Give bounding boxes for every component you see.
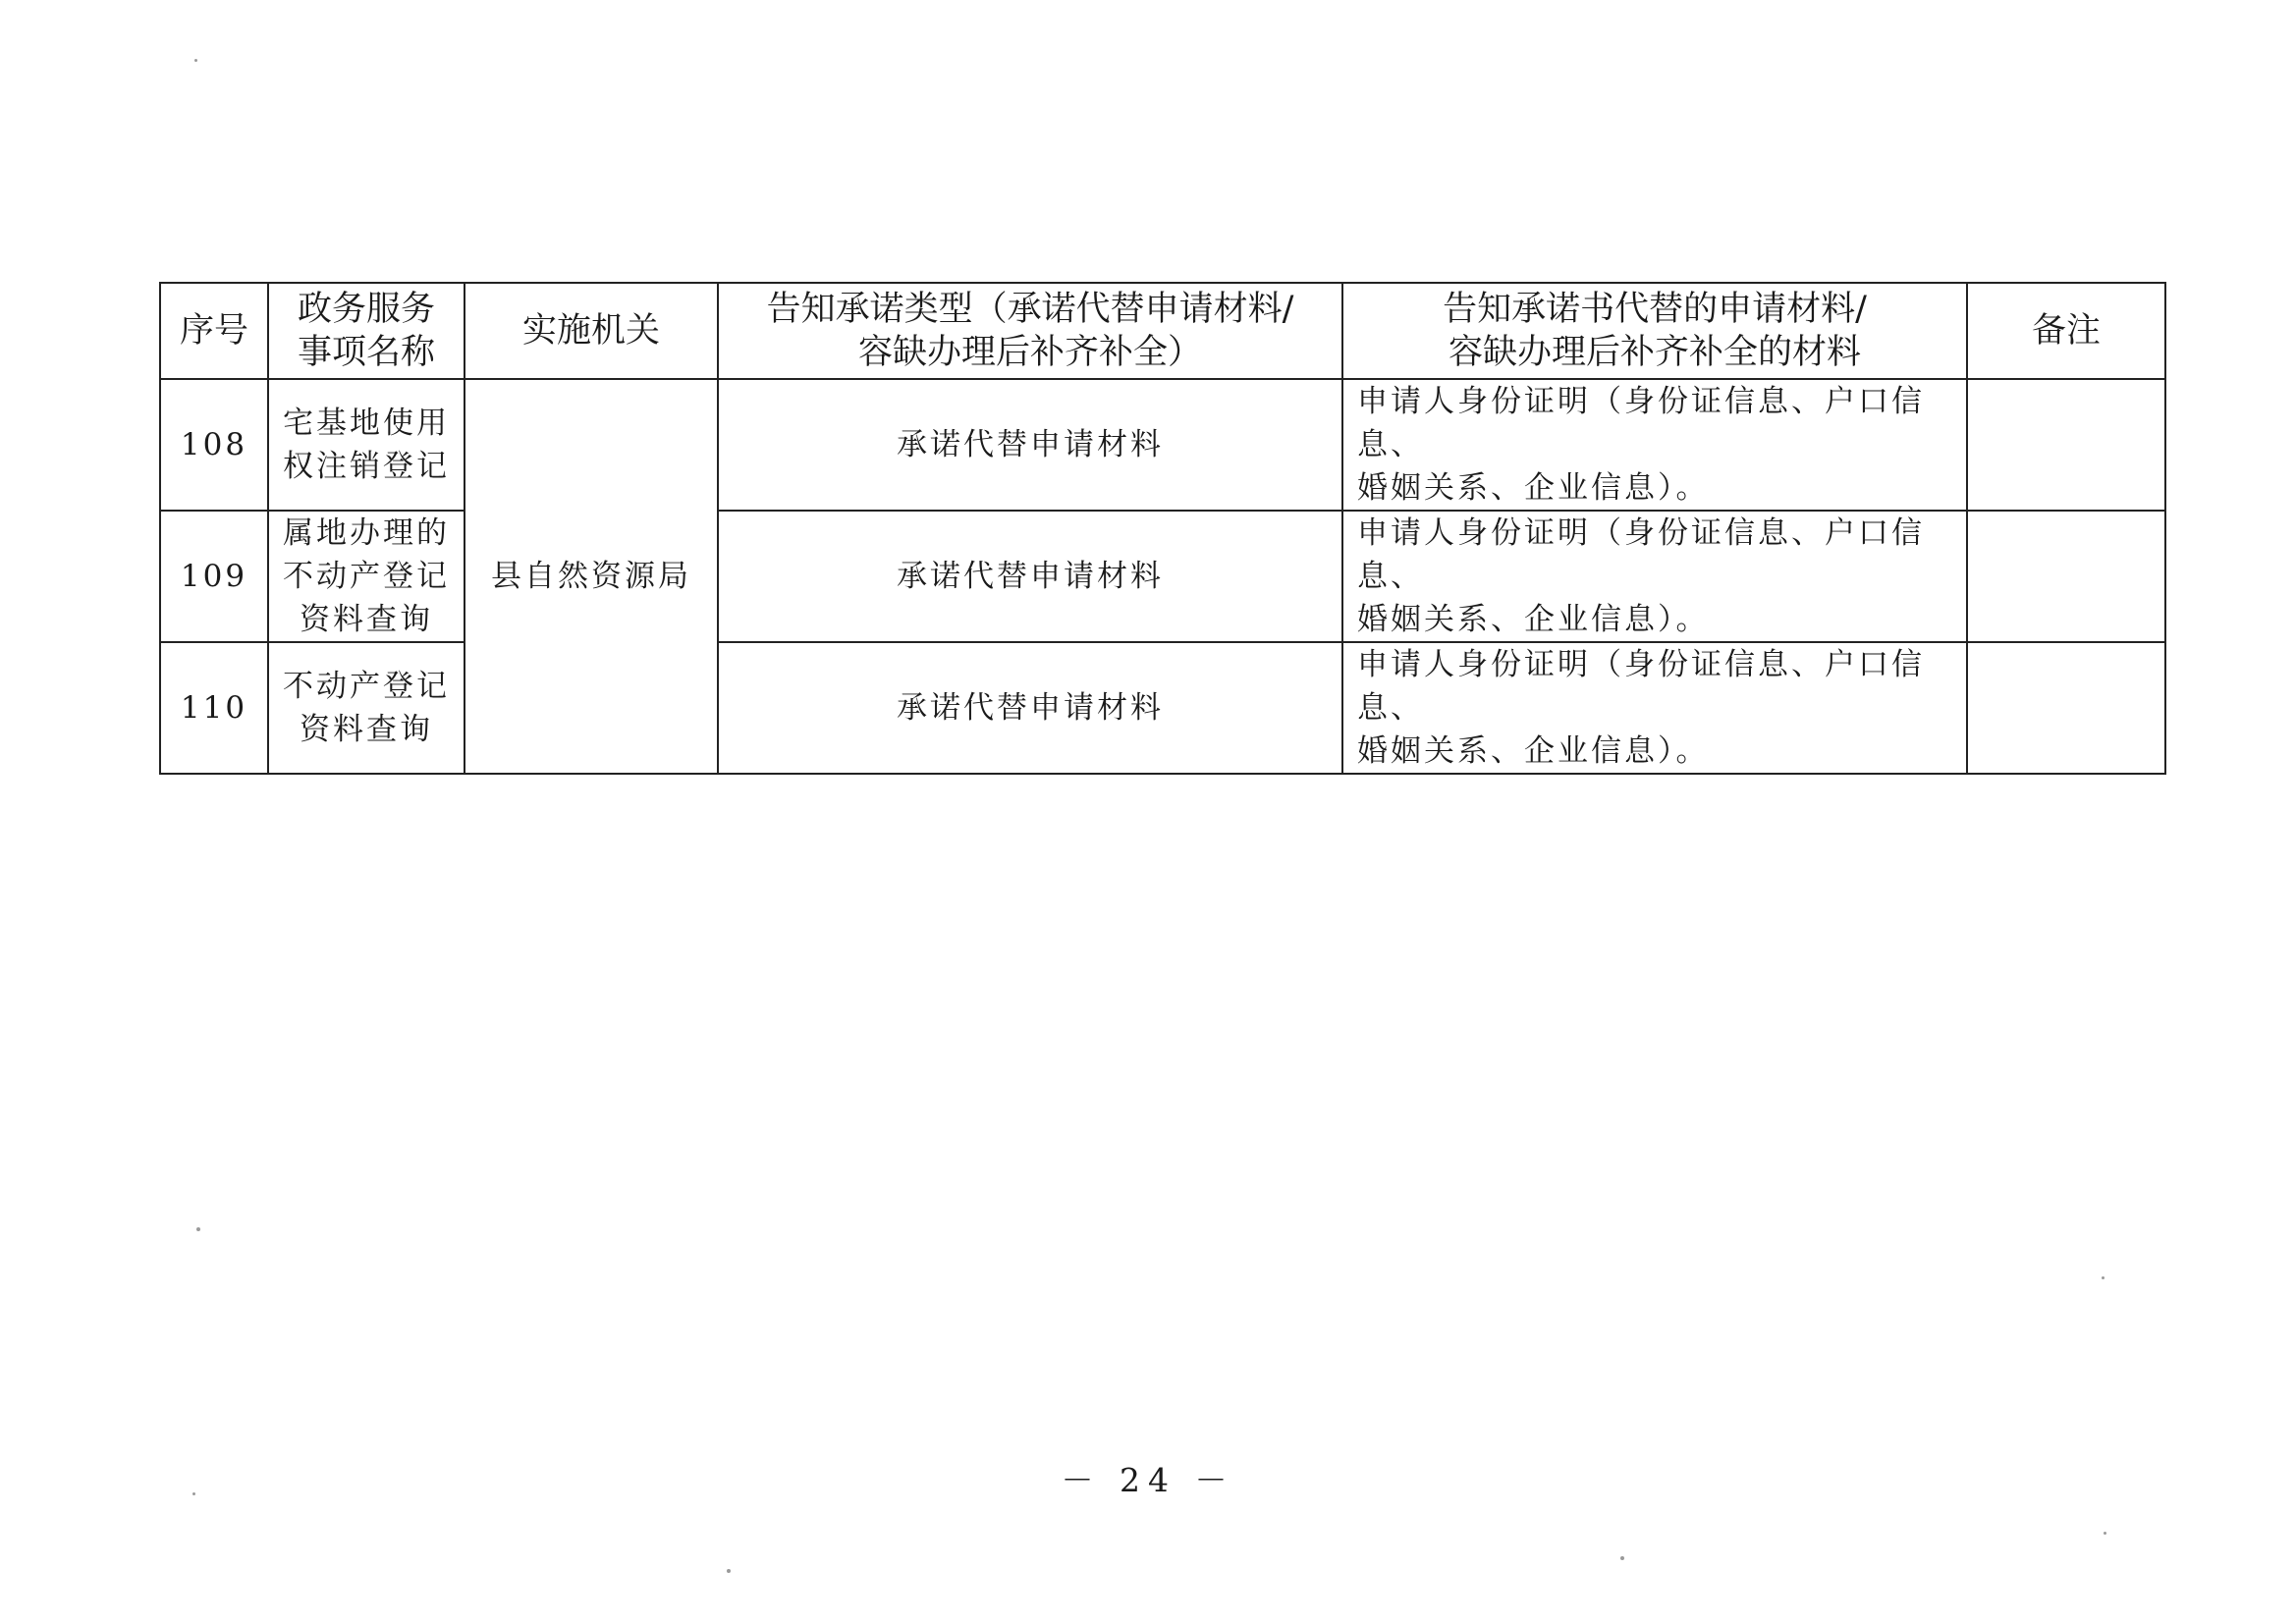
row-remarks <box>1967 379 2165 511</box>
row-serial-number: 110 <box>160 642 268 774</box>
scan-speck <box>1620 1556 1624 1560</box>
row-service-item: 宅基地使用 权注销登记 <box>268 379 465 511</box>
row-service-item: 不动产登记 资料查询 <box>268 642 465 774</box>
table-row <box>160 511 2165 642</box>
scan-speck <box>194 59 197 62</box>
row-materials: 申请人身份证明（身份证信息、户口信息、 婚姻关系、企业信息）。 <box>1342 379 1967 511</box>
table-row <box>160 379 2165 511</box>
scan-speck <box>196 1227 200 1231</box>
scan-speck <box>2104 1532 2106 1535</box>
row-materials: 申请人身份证明（身份证信息、户口信息、 婚姻关系、企业信息）。 <box>1342 511 1967 642</box>
scan-speck <box>2102 1276 2105 1279</box>
header-remarks: 备注 <box>1967 283 2165 379</box>
row-serial-number: 108 <box>160 379 268 511</box>
header-implementing-agency: 实施机关 <box>465 283 718 379</box>
row-remarks <box>1967 642 2165 774</box>
row-commitment-type: 承诺代替申请材料 <box>718 511 1342 642</box>
table-row <box>160 642 2165 774</box>
header-commitment-type: 告知承诺类型（承诺代替申请材料/ 容缺办理后补齐补全） <box>718 283 1342 379</box>
page-number: － 24 － <box>1061 1461 1235 1499</box>
header-replaced-materials: 告知承诺书代替的申请材料/ 容缺办理后补齐补全的材料 <box>1342 283 1967 379</box>
row-commitment-type: 承诺代替申请材料 <box>718 379 1342 511</box>
row-materials: 申请人身份证明（身份证信息、户口信息、 婚姻关系、企业信息）。 <box>1342 642 1967 774</box>
header-serial-number: 序号 <box>160 283 268 379</box>
implementing-agency-cell: 县自然资源局 <box>465 379 718 774</box>
row-service-item: 属地办理的 不动产登记 资料查询 <box>268 511 465 642</box>
scan-speck <box>192 1492 195 1495</box>
row-commitment-type: 承诺代替申请材料 <box>718 642 1342 774</box>
scan-speck <box>727 1569 731 1573</box>
header-service-item-name: 政务服务 事项名称 <box>268 283 465 379</box>
row-remarks <box>1967 511 2165 642</box>
row-serial-number: 109 <box>160 511 268 642</box>
commitment-table <box>159 282 2166 775</box>
table-header-row <box>160 283 2165 379</box>
